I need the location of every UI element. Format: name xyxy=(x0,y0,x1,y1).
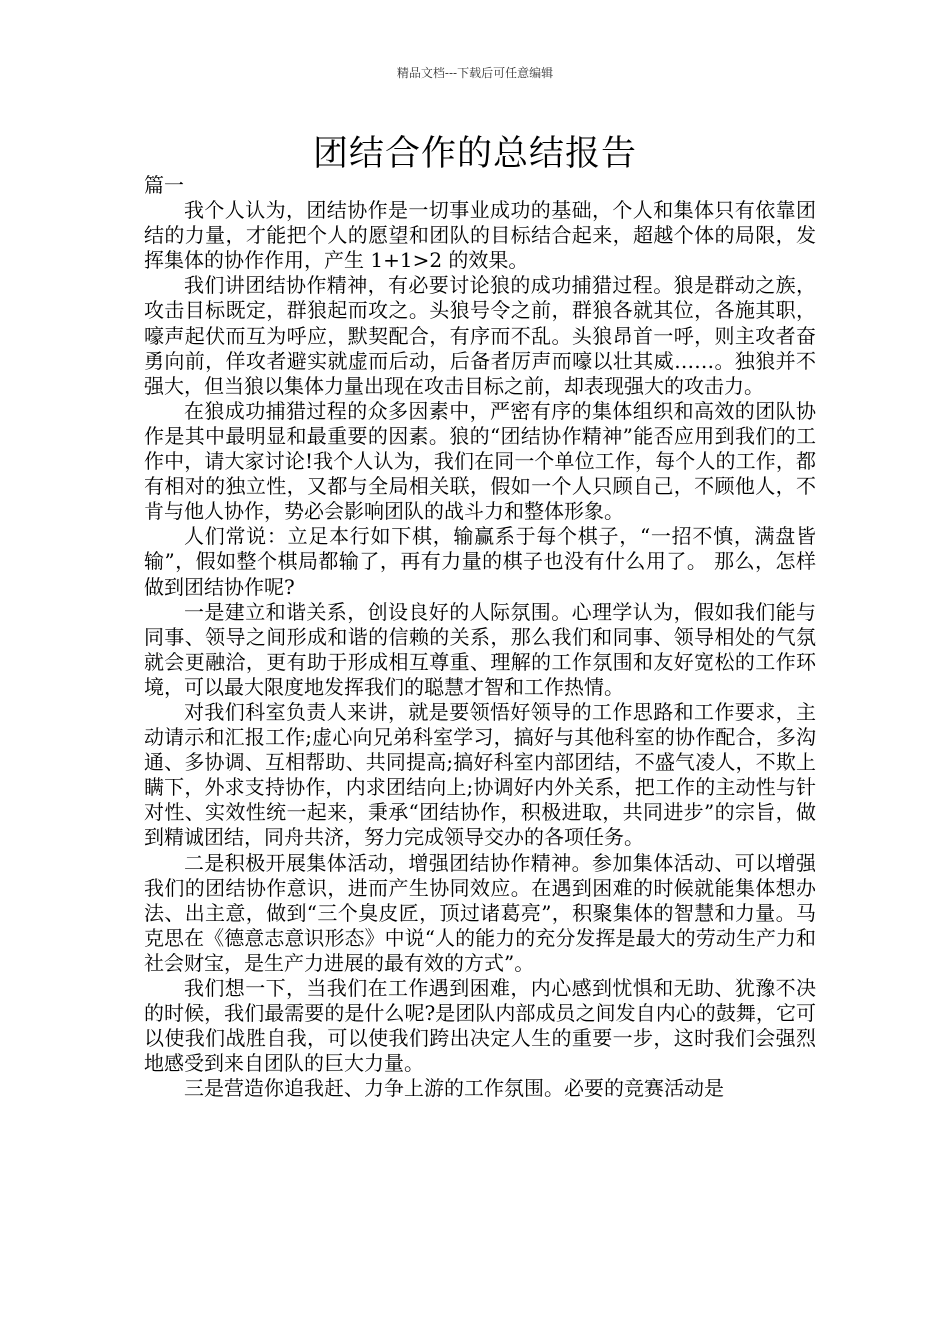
paragraph: 人们常说：立足本行如下棋，输赢系于每个棋子，“一招不慎，满盘皆输”，假如整个棋局都输了，再有力量的棋子也没有什么用了。 那么，怎样做到团结协作呢? xyxy=(144,524,816,599)
paragraph: 我们讲团结协作精神，有必要讨论狼的成功捕猎过程。狼是群动之族，攻击目标既定，群狼起而攻之。头狼号令之前，群狼各就其位，各施其职，嚎声起伏而互为呼应，默契配合，有序而不乱。头狼昂首一呼，则主攻者奋勇向前，佯攻者避实就虚而后动，后备者厉声而嚎以壮其威……。独狼并不强大，但当狼以集体力量出现在攻击目标之前，却表现强大的攻击力。 xyxy=(144,273,816,398)
paragraph: 二是积极开展集体活动，增强团结协作精神。参加集体活动、可以增强我们的团结协作意识，进而产生协同效应。在遇到困难的时候就能集体想办法、出主意，做到“三个臭皮匠，顶过诸葛亮”，积聚集体的智慧和力量。马克思在《德意志意识形态》中说“人的能力的充分发挥是最大的劳动生产力和社会财宝，是生产力进展的最有效的方式”。 xyxy=(144,850,816,975)
paragraph: 三是营造你追我赶、力争上游的工作氛围。必要的竞赛活动是 xyxy=(184,1076,724,1101)
paragraph: 我个人认为，团结协作是一切事业成功的基础，个人和集体只有依靠团结的力量，才能把个人的愿望和团队的目标结合起来，超越个体的局限，发挥集体的协作作用，产生 1+1>2 的效果。 xyxy=(144,198,816,273)
page-header: 精品文档---下载后可任意编辑 xyxy=(396,66,554,80)
paragraph: 对我们科室负责人来讲，就是要领悟好领导的工作思路和工作要求，主动请示和汇报工作;虚心向兄弟科室学习，搞好与其他科室的协作配合，多沟通、多协调、互相帮助、共同提高;搞好科室内部团结，不盛气凌人，不欺上瞒下，外求支持协作，内求团结向上;协调好内外关系，把工作的主动性与针对性、实效性统一起来，秉承“团结协作，积极进取，共同进步”的宗旨，做到精诚团结，同舟共济，努力完成领导交办的各项任务。 xyxy=(144,699,816,850)
paragraph: 在狼成功捕猎过程的众多因素中，严密有序的集体组织和高效的团队协作是其中最明显和最重要的因素。狼的“团结协作精神”能否应用到我们的工作中，请大家讨论!我个人认为，我们在同一个单位工作，每个人的工作，都有相对的独立性，又都与全局相关联，假如一个人只顾自己，不顾他人，不肯与他人协作，势必会影响团队的战斗力和整体形象。 xyxy=(144,398,816,524)
paragraph: 一是建立和谐关系，创设良好的人际氛围。心理学认为，假如我们能与同事、领导之间形成和谐的信赖的关系，那么我们和同事、领导相处的气氛就会更融洽，更有助于形成相互尊重、理解的工作氛围和友好宽松的工作环境，可以最大限度地发挥我们的聪慧才智和工作热情。 xyxy=(144,599,816,699)
document-title: 团结合作的总结报告 xyxy=(312,134,637,174)
document-body xyxy=(144,173,816,1101)
section-label: 篇一 xyxy=(144,173,184,197)
paragraph: 我们想一下，当我们在工作遇到困难，内心感到忧惧和无助、犹豫不决的时候，我们最需要的是什么呢?是团队内部成员之间发自内心的鼓舞，它可以使我们战胜自我，可以使我们跨出决定人生的重要一步，这时我们会强烈地感受到来自团队的巨大力量。 xyxy=(144,976,816,1076)
